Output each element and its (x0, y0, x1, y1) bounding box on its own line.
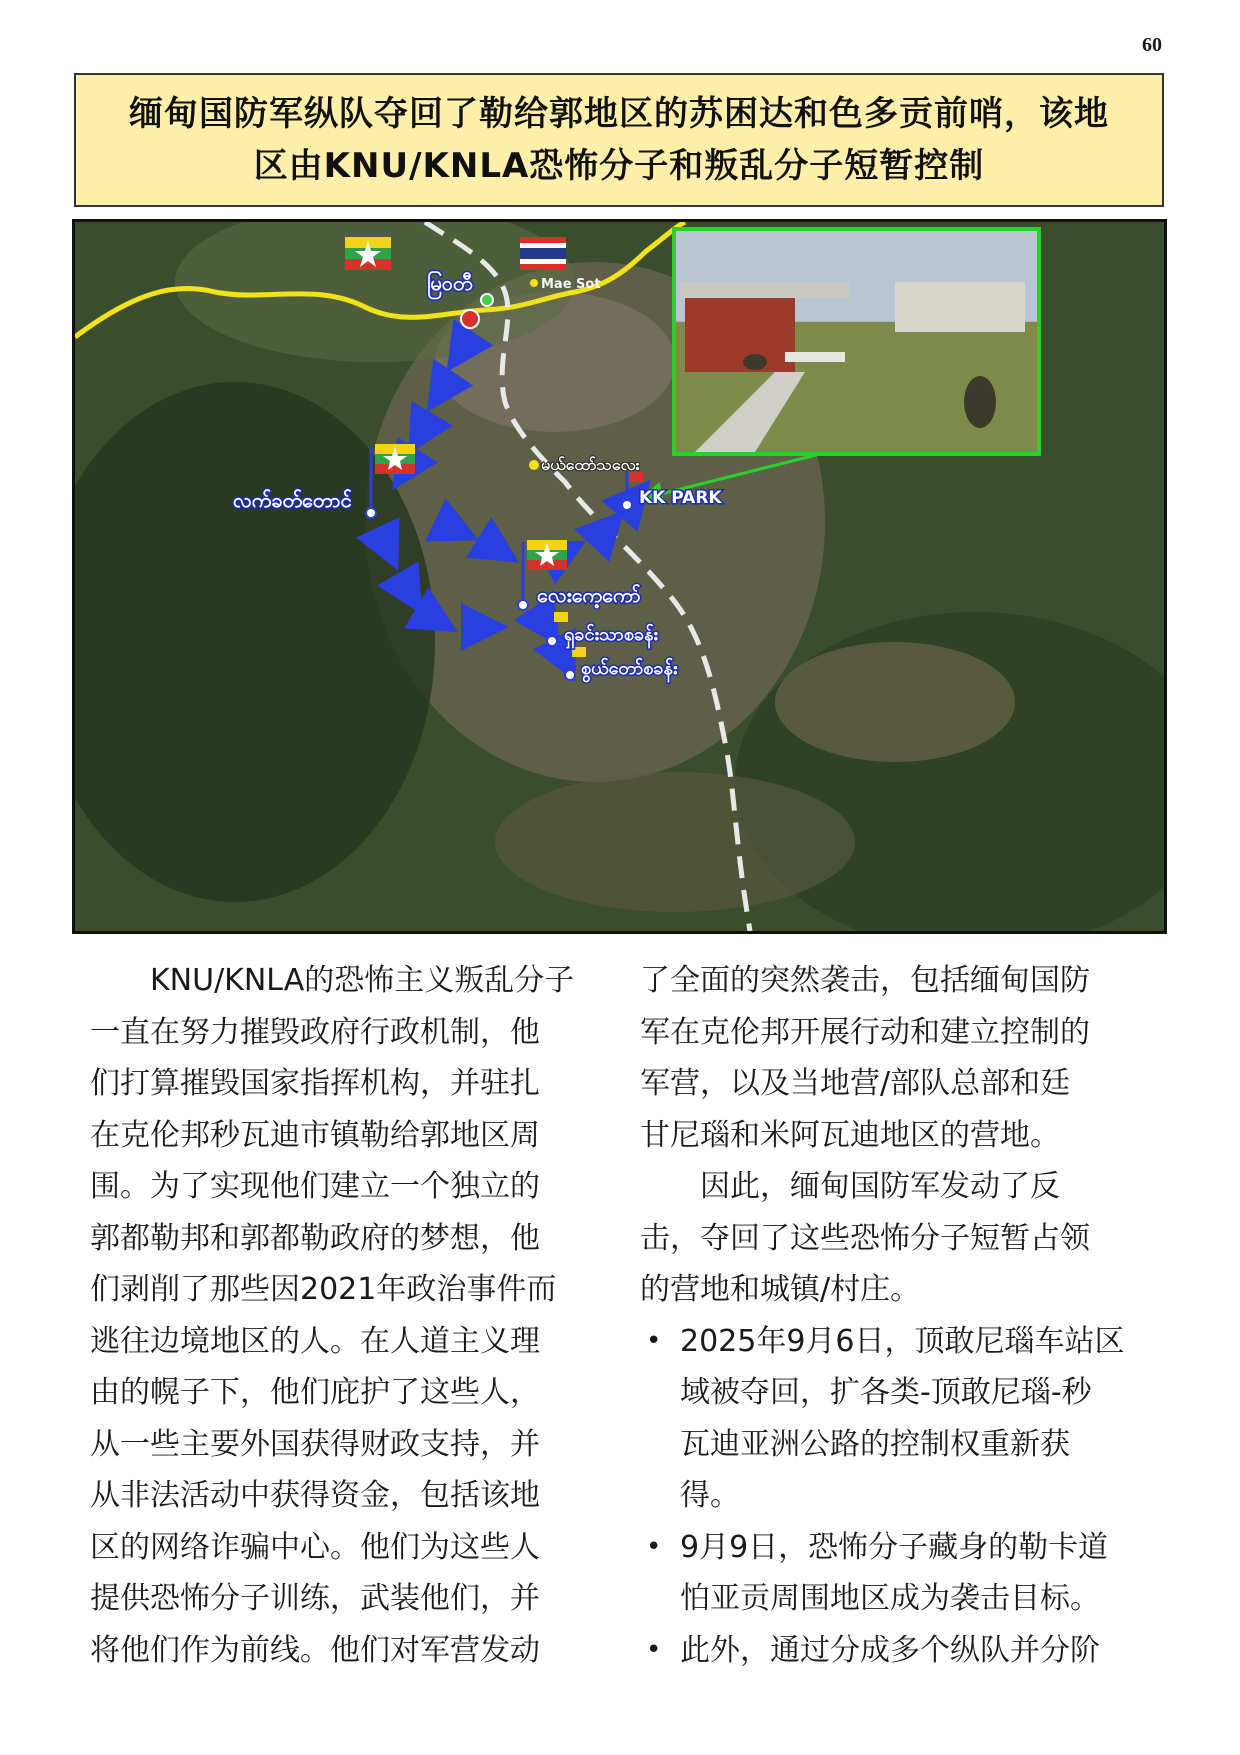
bullet-line: 9月9日，恐怖分子藏身的勒卡道 (680, 1529, 1109, 1565)
myanmar-flag-icon (345, 237, 391, 270)
page-number: 60 (1142, 34, 1162, 56)
bullet-line: 得。 (680, 1478, 740, 1513)
title-line-2: 区由KNU/KNLA恐怖分子和叛乱分子短暂控制 (253, 146, 985, 186)
paragraph-line: 甘尼瑙和米阿瓦迪地区的营地。 (640, 1117, 1060, 1153)
bullet-line: 域被夺回，扩各类-顶敢尼瑙-秒 (680, 1375, 1092, 1410)
position-marker (366, 508, 376, 518)
bullet-icon: • (646, 1531, 662, 1562)
paragraph-line: KNU/KNLA的恐怖主义叛乱分子 (90, 963, 575, 998)
bullet-icon: • (646, 1325, 662, 1356)
label-mae-sot: Mae Sot (541, 277, 601, 292)
small-flag-icon (572, 647, 586, 657)
location-dot (529, 460, 539, 470)
paragraph-line: 围。为了实现他们建立一个独立的 (90, 1169, 540, 1204)
paragraph-line: 的营地和城镇/村庄。 (640, 1272, 921, 1307)
bullet-icon: • (646, 1634, 662, 1665)
paragraph-line: 们剥削了那些因2021年政治事件而 (90, 1272, 557, 1307)
title-line-1: 缅甸国防军纵队夺回了勒给郭地区的苏困达和色多贡前哨，该地 (129, 94, 1109, 134)
title-box (74, 73, 1164, 207)
bullet-item (640, 1316, 1160, 1522)
label-lay-kay-kaw: လေးကေ့ကော် (537, 583, 641, 607)
left-column (90, 955, 600, 1676)
location-dot (481, 294, 493, 306)
field-east (775, 642, 1015, 762)
paragraph-line: 由的幌子下，他们庇护了这些人， (90, 1375, 540, 1410)
paragraph-line: 区的网络诈骗中心。他们为这些人 (90, 1529, 540, 1565)
label-lat-khat-taung: လက်ခတ်တောင် (233, 488, 352, 512)
position-marker (518, 600, 528, 610)
bullet-line: 2025年9月6日，顶敢尼瑙车站区 (680, 1323, 1125, 1359)
paragraph-line: 一直在努力摧毁政府行政机制，他 (90, 1014, 540, 1050)
paragraph-line: 将他们作为前线。他们对军营发动 (90, 1632, 540, 1668)
paragraph-line: 逃往边境地区的人。在人道主义理 (90, 1323, 540, 1359)
paragraph-line: 军营，以及当地营/部队总部和廷 (640, 1066, 1071, 1101)
label-shwe-thar-sakhan: ရှခင်းသာစခန်း (564, 624, 658, 645)
label-myawaddy: မြဝတီ (427, 271, 473, 295)
paragraph-line: 了全面的突然袭击，包括缅甸国防 (640, 963, 1090, 998)
paragraph-line: 在克伦邦秒瓦迪市镇勒给郭地区周 (90, 1117, 540, 1153)
bullet-line: 瓦迪亚洲公路的控制权重新获 (680, 1426, 1070, 1462)
paragraph-line: 提供恐怖分子训练，武装他们，并 (90, 1581, 540, 1616)
label-sway-taw-sakhan: စွယ်တော်စခန်း (581, 658, 678, 679)
label-mae-htaw-thalay: မယ်ထော်သလေး (541, 455, 640, 474)
paragraph-line: 因此，缅甸国防军发动了反 (640, 1169, 1060, 1204)
map-svg (75, 222, 1164, 931)
bullet-item (640, 1625, 1160, 1677)
location-dot (530, 279, 538, 287)
thailand-flag-icon (520, 237, 566, 270)
position-marker (622, 500, 632, 510)
label-kk-park: KK PARK (639, 488, 722, 508)
paragraph-line: 从非法活动中获得资金，包括该地 (90, 1478, 540, 1513)
paragraph-line: 从一些主要外国获得财政支持，并 (90, 1426, 540, 1462)
right-column (640, 955, 1160, 1676)
bullet-item (640, 1522, 1160, 1625)
paragraph-line: 们打算摧毁国家指挥机构，并驻扎 (90, 1066, 540, 1101)
bullet-line: 怕亚贡周围地区成为袭击目标。 (680, 1581, 1100, 1616)
bullet-line: 此外，通过分成多个纵队并分阶 (680, 1632, 1100, 1668)
position-marker (565, 670, 575, 680)
myanmar-flag-icon (527, 540, 567, 570)
myanmar-flag-icon (375, 444, 415, 474)
satellite-map (72, 219, 1167, 934)
paragraph-line: 军在克伦邦开展行动和建立控制的 (640, 1014, 1090, 1050)
position-marker (547, 636, 557, 646)
paragraph-line: 击，夺回了这些恐怖分子短暂占领 (640, 1220, 1090, 1256)
field-south (495, 772, 855, 912)
paragraph-line: 郭都勒邦和郭都勒政府的梦想，他 (90, 1220, 540, 1256)
star-marker-icon (461, 310, 479, 328)
inset-photo (674, 229, 1039, 454)
small-flag-icon (554, 612, 568, 622)
